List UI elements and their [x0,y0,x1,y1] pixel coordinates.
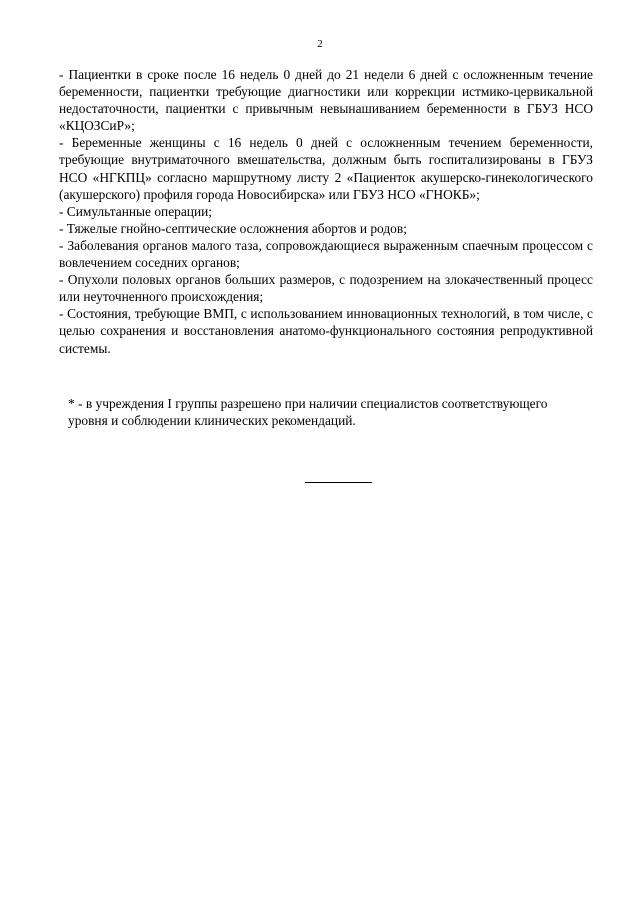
list-item: - Заболевания органов малого таза, сопровождающиеся выраженным спаечным процессом с вовлечением соседних органов; [59,237,593,271]
end-rule [305,482,372,483]
list-item: - Беременные женщины с 16 недель 0 дней с осложненным течением беременности, требующие внутриматочного вмешательства, должным быть госпитализированы в ГБУЗ НСО «НГКПЦ» согласно маршрутному листу 2 «Пациенток акушерско-гинекологического (акушерского) профиля города Новосибирска» или ГБУЗ НСО «ГНОКБ»; [59,135,593,202]
criteria-list [59,66,593,357]
page-number: 2 [317,38,323,50]
list-item: - Состояния, требующие ВМП, с использованием инновационных технологий, в том числе, с целью сохранения и восстановления анатомо-функционального состояния репродуктивной системы. [59,306,593,356]
footnote [68,395,616,429]
list-item: - Пациентки в сроке после 16 недель 0 дней до 21 недели 6 дней с осложненным течение беременности, пациентки требующие диагностики или коррекции истмико-цервикальной недостаточности, пациентки с привычным невынашиванием беременности в ГБУЗ НСО «КЦОЗСиР»; [59,67,593,134]
list-item: - Тяжелые гнойно-септические осложнения абортов и родов; [59,220,407,236]
footnote-line: * - в учреждения I группы разрешено при наличии специалистов соответствующего [68,396,548,411]
footnote-line: уровня и соблюдении клинических рекомендаций. [68,413,356,429]
list-item: - Опухоли половых органов больших размеров, с подозрением на злокачественный процесс или неуточненного происхождения; [59,272,593,305]
list-item: - Симультанные операции; [59,203,213,219]
